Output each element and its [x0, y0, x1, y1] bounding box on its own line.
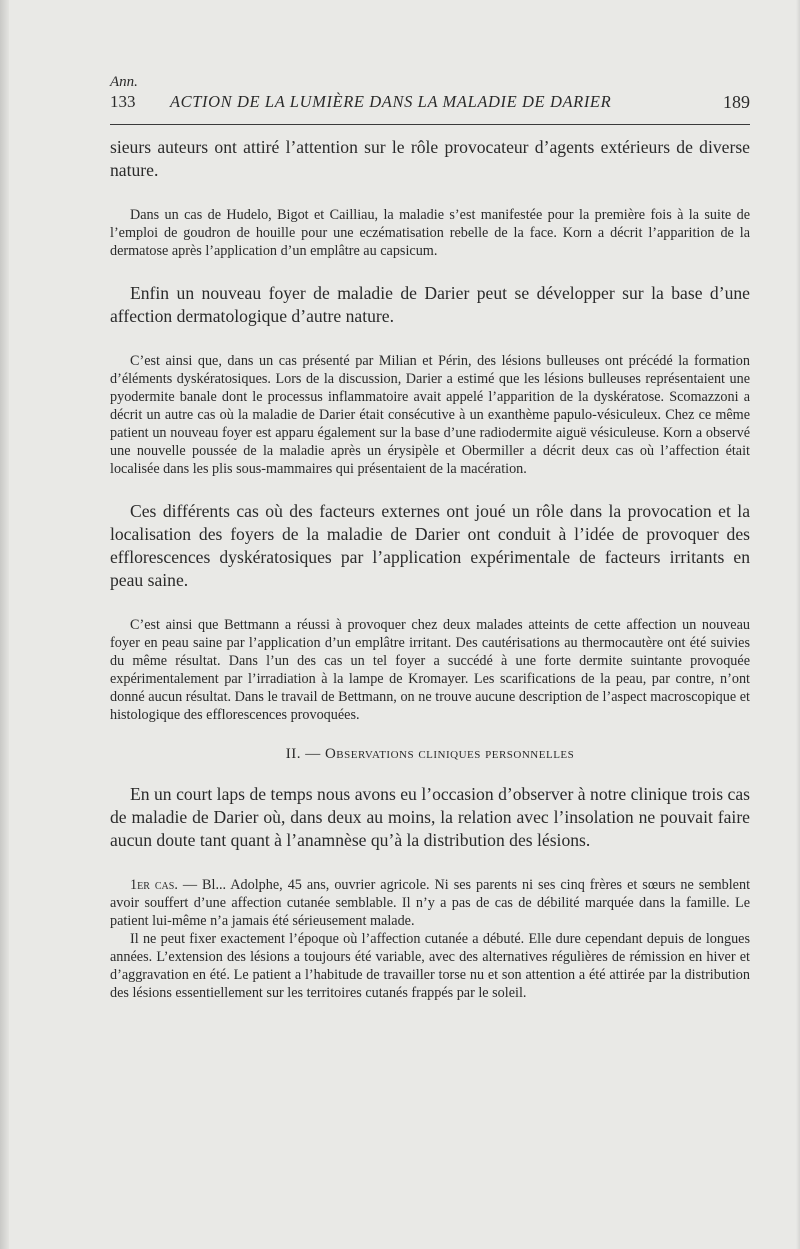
running-title: ACTION DE LA LUMIÈRE DANS LA MALADIE DE DARIER: [170, 92, 612, 111]
page-body: [110, 136, 750, 1002]
paragraph-5: Ces différents cas où des facteurs externes ont joué un rôle dans la provocation et la localisation des foyers de la maladie de Darier ont conduit à l’idée de provoquer des efflorescences dyskératosiques par l’application expérimentale de facteurs irritants en peau saine.: [110, 501, 750, 590]
journal-abbreviation: Ann.: [110, 74, 138, 90]
case-text: — Bl... Adolphe, 45 ans, ouvrier agricole. Ni ses parents ni ses cinq frères et sœurs ne semblent avoir souffert d’une affection cutanée semblable. Il n’y a pas de cas de débilité marquée dans la famille. Le patient lui-même n’a jamais été sérieusement malade.: [110, 877, 751, 929]
header-rule: [110, 124, 750, 125]
running-header: [110, 92, 750, 116]
paragraph-6: C’est ainsi que Bettmann a réussi à provoquer chez deux malades atteints de cette affection un nouveau foyer en peau saine par l’application d’un emplâtre irritant. Des cautérisations au thermocautère ont été suivies du même résultat. Dans l’un des cas un tel foyer a succédé à une forte dermite suintante provoquée expérimentalement par l’irradiation à la lampe de Kromayer. Les scarifications de la peau, par contre, n’ont donné aucun résultat. Dans le travail de Bettmann, on ne trouve aucune description de l’aspect macroscopique et histologique des efflorescences provoquées.: [110, 617, 750, 723]
volume-number: 133: [110, 92, 136, 111]
case-label: 1er cas.: [130, 877, 178, 893]
paragraph-1: sieurs auteurs ont attiré l’attention sur le rôle provocateur d’agents extérieurs de diverse nature.: [110, 137, 750, 180]
scan-left-edge: [0, 0, 9, 1249]
paragraph-7: En un court laps de temps nous avons eu l’occasion d’observer à notre clinique trois cas de maladie de Darier où, dans deux au moins, la relation avec l’insolation ne pouvait faire aucun doute tant quant à l’anamnèse qu’à la distribution des lésions.: [110, 784, 750, 850]
paragraph-3: Enfin un nouveau foyer de maladie de Darier peut se développer sur la base d’une affection dermatologique d’autre nature.: [110, 283, 750, 326]
paragraph-9: Il ne peut fixer exactement l’époque où l’affection cutanée a débuté. Elle dure cependant depuis de longues années. L’extension des lésions a toujours été variable, avec des alternatives régulières de rémission en hiver et d’aggravation en été. Le patient a l’habitude de travailler torse nu et son attention a été attirée par la distribution des lésions essentiellement sur les territoires cutanés frappés par le soleil.: [110, 931, 750, 1001]
paragraph-4: C’est ainsi que, dans un cas présenté par Milian et Périn, des lésions bulleuses ont précédé la formation d’éléments dyskératosiques. Lors de la discussion, Darier a estimé que les lésions bulleuses représentaient une pyodermite banale dont le processus inflammatoire avait appelé l’apparition de la dyskératose. Scomazzoni a décrit un autre cas où la maladie de Darier était consécutive à un exanthème papulo-vésiculeux. Chez ce même patient un nouveau foyer est apparu également sur la base d’une radiodermite aiguë vésiculeuse. Korn a observé une nouvelle poussée de la maladie après un érysipèle et Obermiller a décrit deux cas où l’affection était localisée dans les plis sous-mammaires qui présentaient de la macération.: [110, 353, 750, 477]
paragraph-8: [110, 876, 750, 930]
scan-right-edge: [796, 0, 800, 1249]
section-heading: II. — Observations cliniques personnelles: [285, 746, 575, 762]
paragraph-2: Dans un cas de Hudelo, Bigot et Cailliau, la maladie s’est manifestée pour la première fois à la suite de l’emploi de goudron de houille pour une eczématisation rebelle de la face. Korn a décrit l’apparition de la dermatose après l’application d’un emplâtre au capsicum.: [110, 207, 750, 259]
page-number: 189: [723, 92, 750, 112]
